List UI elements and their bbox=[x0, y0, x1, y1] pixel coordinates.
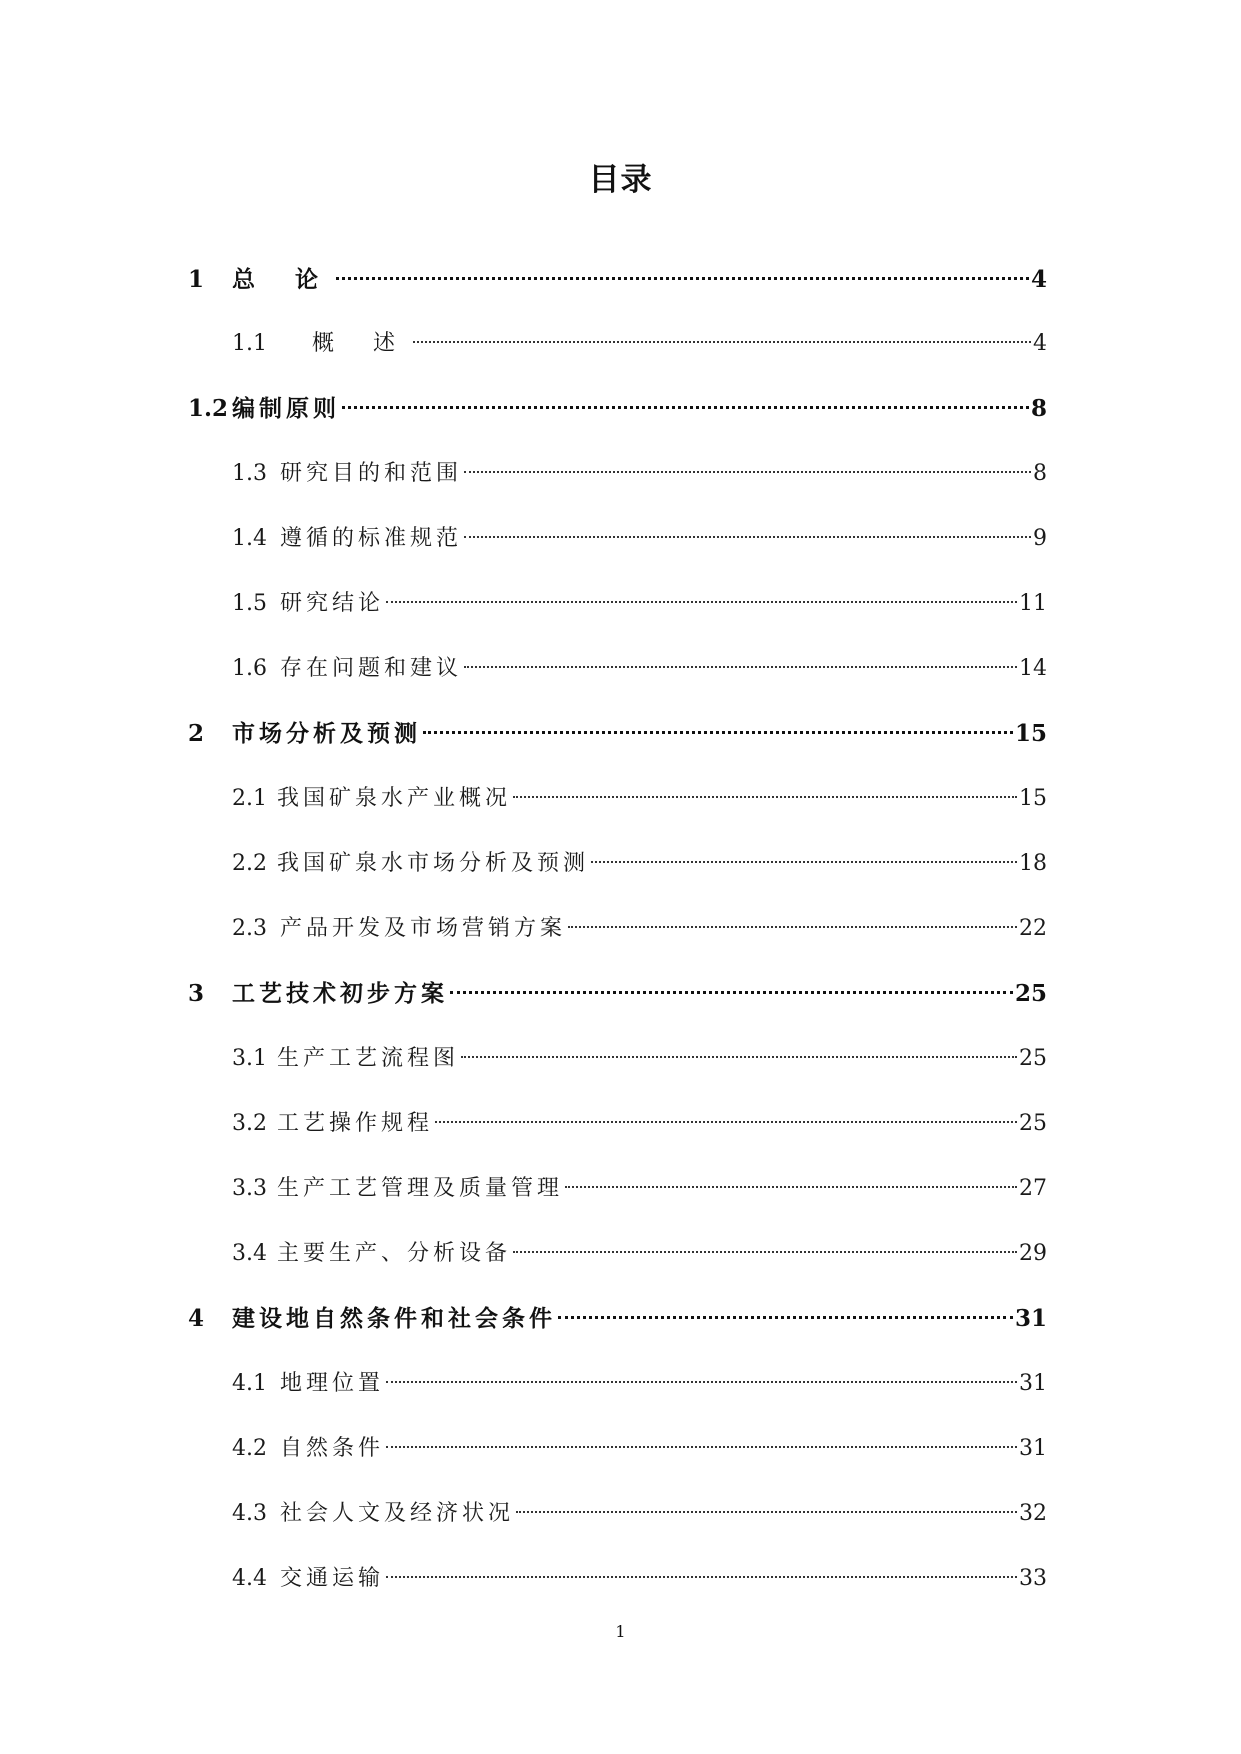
toc-dot-leader bbox=[435, 1121, 1017, 1123]
toc-entry-number: 4 bbox=[188, 1305, 205, 1332]
toc-entry-label: 概 述 bbox=[312, 331, 411, 356]
toc-entry-label: 市场分析及预测 bbox=[232, 720, 421, 747]
toc-entry-page: 15 bbox=[1019, 786, 1047, 811]
page-number: 1 bbox=[615, 1622, 626, 1641]
toc-entry-label: 产品开发及市场营销方案 bbox=[280, 916, 567, 941]
toc-entry-label: 建设地自然条件和社会条件 bbox=[232, 1305, 556, 1332]
toc-entry-section-1-3[interactable] bbox=[232, 456, 1047, 492]
toc-entry-page: 31 bbox=[1019, 1371, 1047, 1396]
toc-dot-leader bbox=[513, 796, 1017, 798]
toc-entry-number: 1.3 bbox=[232, 461, 267, 486]
toc-entry-label: 我国矿泉水产业概况 bbox=[277, 786, 512, 811]
toc-entry-page: 4 bbox=[1030, 266, 1047, 293]
toc-entry-label: 社会人文及经济状况 bbox=[280, 1501, 515, 1526]
toc-entry-page: 31 bbox=[1014, 1305, 1047, 1332]
toc-entry-label: 工艺技术初步方案 bbox=[232, 980, 448, 1007]
toc-dot-leader bbox=[450, 991, 1013, 994]
toc-entry-label: 遵循的标准规范 bbox=[280, 526, 463, 551]
toc-dot-leader bbox=[565, 1186, 1017, 1188]
toc-entry-page: 33 bbox=[1019, 1566, 1047, 1591]
toc-entry-label: 编制原则 bbox=[232, 395, 341, 422]
toc-entry-section-2-1[interactable] bbox=[232, 781, 1047, 817]
toc-entry-page: 31 bbox=[1019, 1436, 1047, 1461]
toc-dot-leader bbox=[516, 1511, 1017, 1513]
toc-entry-chapter-2[interactable] bbox=[188, 716, 1047, 752]
toc-entry-label: 研究目的和范围 bbox=[280, 461, 463, 486]
toc-entry-section-3-2[interactable] bbox=[232, 1106, 1047, 1142]
toc-entry-chapter-3[interactable] bbox=[188, 976, 1047, 1012]
toc-entry-label: 交通运输 bbox=[280, 1566, 385, 1591]
toc-entry-number: 2.3 bbox=[232, 916, 267, 941]
toc-entry-chapter-1[interactable] bbox=[188, 262, 1047, 298]
toc-entry-section-2-3[interactable] bbox=[232, 911, 1047, 947]
toc-dot-leader bbox=[558, 1316, 1013, 1319]
toc-entry-number: 4.4 bbox=[232, 1566, 267, 1591]
toc-entry-label: 生产工艺管理及质量管理 bbox=[277, 1176, 564, 1201]
toc-entry-page: 29 bbox=[1019, 1241, 1047, 1266]
toc-entry-page: 8 bbox=[1030, 395, 1047, 422]
toc-entry-section-1-2[interactable] bbox=[188, 391, 1047, 427]
toc-entry-number: 1 bbox=[188, 266, 205, 293]
toc-entry-page: 4 bbox=[1033, 331, 1047, 356]
toc-entry-number: 4.1 bbox=[232, 1371, 267, 1396]
toc-entry-number: 4.2 bbox=[232, 1436, 267, 1461]
toc-dot-leader bbox=[386, 1576, 1017, 1578]
toc-dot-leader bbox=[464, 536, 1031, 538]
toc-entry-label: 存在问题和建议 bbox=[280, 656, 463, 681]
toc-entry-label: 自然条件 bbox=[280, 1436, 385, 1461]
toc-dot-leader bbox=[513, 1251, 1017, 1253]
toc-entry-number: 3 bbox=[188, 980, 205, 1007]
toc-dot-leader bbox=[386, 1446, 1017, 1448]
toc-entry-section-1-5[interactable] bbox=[232, 586, 1047, 622]
toc-entry-section-3-4[interactable] bbox=[232, 1236, 1047, 1272]
toc-entry-page: 9 bbox=[1033, 526, 1047, 551]
toc-dot-leader bbox=[342, 406, 1029, 409]
toc-entry-page: 25 bbox=[1019, 1046, 1047, 1071]
toc-entry-number: 1.6 bbox=[232, 656, 267, 681]
toc-entry-number: 3.2 bbox=[232, 1111, 267, 1136]
page-title: 目录 bbox=[588, 162, 653, 198]
toc-entry-label: 工艺操作规程 bbox=[277, 1111, 434, 1136]
toc-entry-section-4-2[interactable] bbox=[232, 1431, 1047, 1467]
toc-entry-number: 3.1 bbox=[232, 1046, 267, 1071]
toc-entry-chapter-4[interactable] bbox=[188, 1301, 1047, 1337]
toc-dot-leader bbox=[423, 731, 1013, 734]
toc-dot-leader bbox=[413, 341, 1031, 343]
toc-entry-page: 32 bbox=[1019, 1501, 1047, 1526]
toc-entry-page: 27 bbox=[1019, 1176, 1047, 1201]
toc-entry-section-1-4[interactable] bbox=[232, 521, 1047, 557]
toc-dot-leader bbox=[464, 471, 1031, 473]
toc-entry-page: 14 bbox=[1019, 656, 1047, 681]
toc-dot-leader bbox=[386, 1381, 1017, 1383]
toc-entry-section-3-1[interactable] bbox=[232, 1041, 1047, 1077]
toc-dot-leader bbox=[386, 601, 1017, 603]
toc-entry-label: 生产工艺流程图 bbox=[277, 1046, 460, 1071]
toc-dot-leader bbox=[336, 277, 1029, 280]
toc-dot-leader bbox=[591, 861, 1017, 863]
toc-entry-page: 18 bbox=[1019, 851, 1047, 876]
toc-entry-number: 2 bbox=[188, 720, 205, 747]
toc-entry-label: 主要生产、分析设备 bbox=[277, 1241, 512, 1266]
toc-entry-page: 22 bbox=[1019, 916, 1047, 941]
toc-entry-number: 2.1 bbox=[232, 786, 267, 811]
toc-entry-number: 3.3 bbox=[232, 1176, 267, 1201]
toc-entry-page: 15 bbox=[1014, 720, 1047, 747]
toc-entry-label: 研究结论 bbox=[280, 591, 385, 616]
toc-entry-number: 3.4 bbox=[232, 1241, 267, 1266]
toc-entry-section-4-1[interactable] bbox=[232, 1366, 1047, 1402]
toc-entry-section-4-3[interactable] bbox=[232, 1496, 1047, 1532]
toc-dot-leader bbox=[568, 926, 1017, 928]
toc-entry-number: 1.4 bbox=[232, 526, 267, 551]
toc-entry-label: 地理位置 bbox=[280, 1371, 385, 1396]
toc-entry-number: 1.2 bbox=[188, 395, 229, 422]
toc-dot-leader bbox=[461, 1056, 1017, 1058]
toc-entry-page: 25 bbox=[1019, 1111, 1047, 1136]
toc-entry-label: 我国矿泉水市场分析及预测 bbox=[277, 851, 590, 876]
toc-entry-section-2-2[interactable] bbox=[232, 846, 1047, 882]
toc-entry-number: 4.3 bbox=[232, 1501, 267, 1526]
toc-entry-page: 25 bbox=[1014, 980, 1047, 1007]
toc-entry-section-1-6[interactable] bbox=[232, 651, 1047, 687]
toc-entry-number: 2.2 bbox=[232, 851, 267, 876]
toc-entry-page: 11 bbox=[1019, 591, 1047, 616]
toc-dot-leader bbox=[464, 666, 1017, 668]
toc-entry-number: 1.5 bbox=[232, 591, 267, 616]
toc-entry-section-4-4[interactable] bbox=[232, 1561, 1047, 1597]
toc-entry-label: 总 论 bbox=[232, 266, 335, 293]
toc-entry-section-1-1[interactable] bbox=[232, 326, 1047, 362]
toc-entry-number: 1.1 bbox=[232, 331, 267, 356]
toc-entry-page: 8 bbox=[1033, 461, 1047, 486]
toc-entry-section-3-3[interactable] bbox=[232, 1171, 1047, 1207]
